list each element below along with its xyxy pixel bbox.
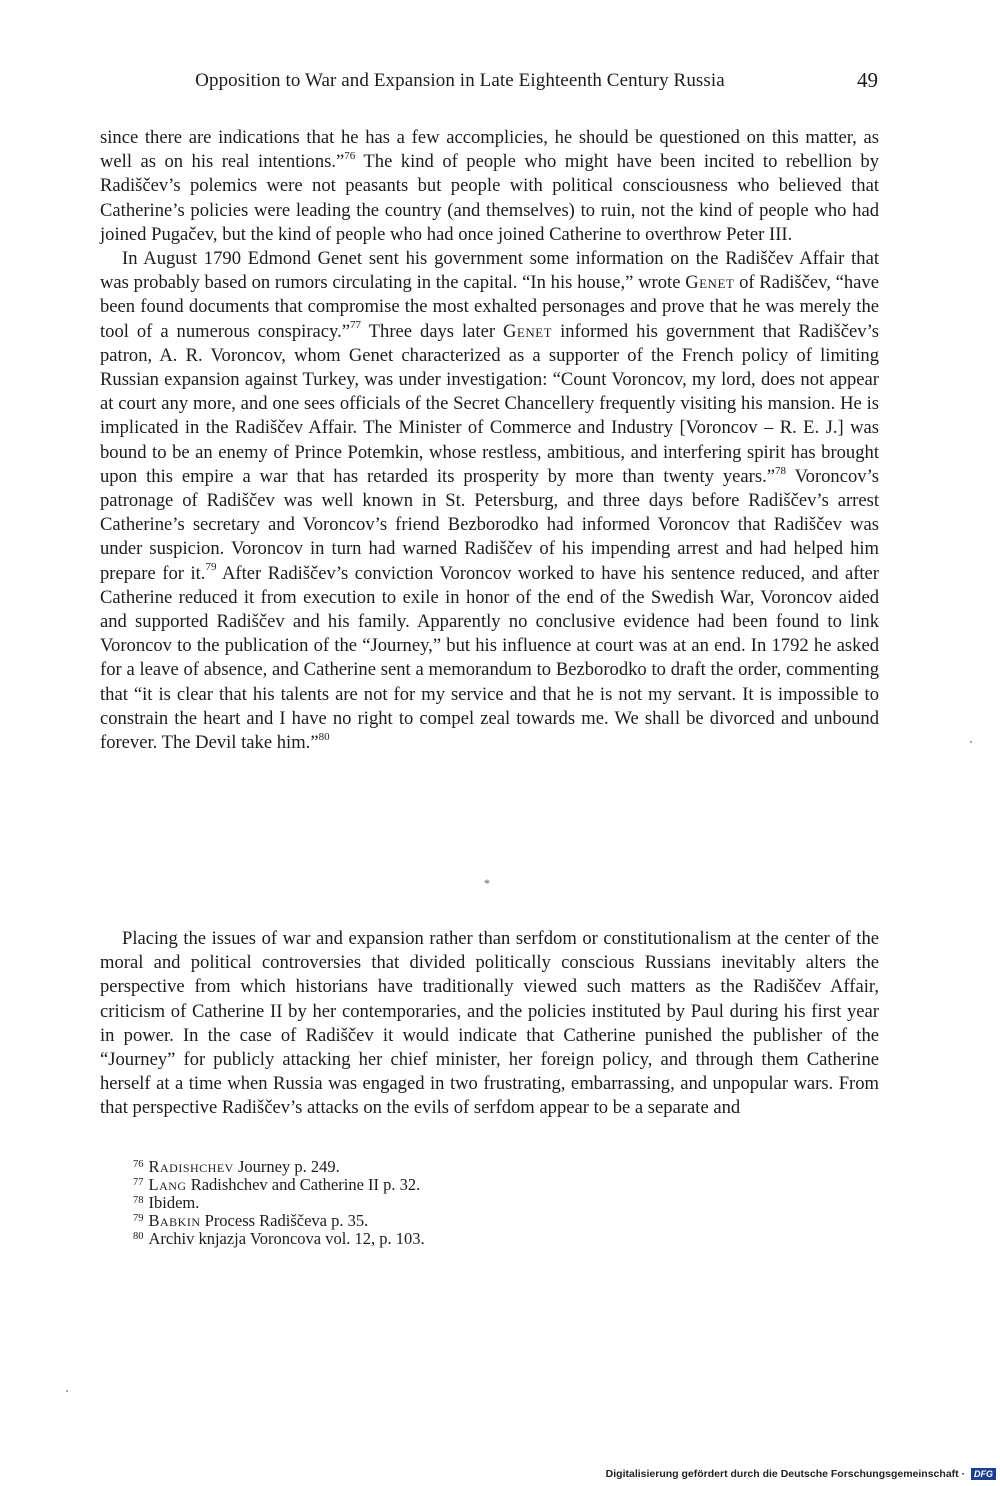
- footnote: [133, 1158, 633, 1176]
- section-separator: *: [484, 876, 490, 890]
- footnote-author: Lang: [148, 1175, 187, 1194]
- digitization-credit: Digitalisierung gefördert durch die Deutsche Forschungsgemeinschaft · DFG: [606, 1468, 996, 1480]
- footnote-text: Radishchev and Catherine II p. 32.: [190, 1175, 421, 1194]
- text-run: Voroncov’s patronage of Radiščev was well known in St. Petersburg, and three days before Radiščev’s arrest Catherine’s secretary and Voroncov’s friend Bezborodko had informed Voroncov that Radiščev was under suspicion. Voroncov in turn had warned Radiščev of his impending arrest and had helped him prepare for it.: [100, 465, 879, 584]
- author-name-smallcaps: Genet: [502, 320, 553, 342]
- scan-speck: [970, 741, 972, 743]
- text-run: Three days later: [361, 320, 503, 342]
- footnote-text: Ibidem.: [148, 1193, 200, 1212]
- text-run: of Radiščev, “have been found documents that compromise the most exhalted personages and prove that he was merely the tool of a numerous conspiracy.”: [100, 272, 879, 342]
- footnote-reference: 79: [205, 561, 217, 574]
- footnote-text: Archiv knjazja Voroncova vol. 12, p. 103.: [148, 1229, 425, 1248]
- text-run: In August 1790 Edmond Genet sent his government some information on the Radiščev Affair that was probably based on rumors circulating in the capital. “In his house,” wrote: [100, 248, 879, 294]
- footnote-number: 76: [133, 1159, 144, 1170]
- footnotes: [133, 1158, 633, 1248]
- footnote-reference: 77: [350, 319, 362, 332]
- footnote-reference: 76: [344, 150, 356, 163]
- footnote-reference: 78: [775, 464, 787, 477]
- text-run: The kind of people who might have been incited to rebellion by Radiščev’s polemics were not peasants but people with political consciousness who believed that Catherine’s policies were leading the country (and themselves) to ruin, not the kind of people who had joined Pugačev, but the kind of people who had once joined Catherine to overthrow Peter III.: [100, 151, 880, 245]
- scan-speck: [66, 1390, 68, 1392]
- footnote: [133, 1212, 633, 1230]
- footnote-author: Babkin: [148, 1211, 201, 1230]
- footnote-reference: 80: [318, 730, 330, 743]
- footnote-author: Radishchev: [148, 1157, 234, 1176]
- running-header: [100, 70, 880, 96]
- paragraph-3: Placing the issues of war and expansion rather than serfdom or constitutionalism at the center of the moral and political controversies that divided politically conscious Russians inevitably alters the perspective from which historians have traditionally viewed such matters as the Radiščev Affair, criticism of Catherine II by her contemporaries, and the policies instituted by Paul during his first year in power. In the case of Radiščev it would indicate that Catherine punished the publisher of the “Journey” for publicly attacking her chief minister, her foreign policy, and through them Catherine herself at a time when Russia was engaged in two frustrating, embarrassing, and unpopular wars. From that perspective Radiščev’s attacks on the evils of serfdom appear to be a separate and: [100, 928, 879, 1119]
- text-run: After Radiščev’s conviction Voroncov worked to have his sentence reduced, and after Catherine reduced it from execution to exile in honor of the end of the Swedish War, Voroncov aided and supported Radiščev and his family. Apparently no conclusive evidence had been found to link Voroncov to the publication of the “Journey,” but his influence at court was at an end. In 1792 he asked for a leave of absence, and Catherine sent a memorandum to Bezborodko to draft the order, commenting that “it is clear that his talents are not for my service and that he is not my servant. It is impossible to constrain the heart and I have no right to compel zeal towards me. We shall be divorced and unbound forever. The Devil take him.”: [100, 562, 880, 754]
- footnote-text: Journey p. 249.: [237, 1157, 340, 1176]
- footnote-text: Process Radiščeva p. 35.: [204, 1211, 369, 1230]
- dfg-logo: DFG: [971, 1468, 996, 1480]
- body-text-block-after-separator: [100, 927, 879, 1121]
- footnote: [133, 1194, 633, 1212]
- body-text-block: [100, 126, 879, 755]
- footnote-number: 77: [133, 1177, 144, 1188]
- paragraph-2: [100, 247, 879, 755]
- text-run: informed his government that Radiščev’s patron, A. R. Voroncov, whom Genet characterized as a supporter of the French policy of limiting Russian expansion against Turkey, was under investigation: “Count Voroncov, my lord, does not appear at court any more, and one sees officials of the Secret Chancellery frequently visiting his mansion. He is implicated in the Radiščev Affair. The Minister of Commerce and Industry [Voroncov – R. E. J.] was bound to be an enemy of Prince Potemkin, whose restless, ambitious, and interfering spirit has brought upon this empire a war that has retarded its prosperity by more than twenty years.”: [100, 320, 879, 487]
- running-header-title: Opposition to War and Expansion in Late Eighteenth Century Russia: [195, 70, 725, 91]
- paragraph-1: [100, 126, 879, 247]
- page-number: 49: [857, 68, 878, 92]
- footnote: [133, 1176, 633, 1194]
- author-name-smallcaps: Genet: [685, 272, 735, 294]
- footnote-number: 79: [133, 1213, 144, 1224]
- footnote: [133, 1230, 633, 1248]
- footnote-number: 80: [133, 1231, 144, 1242]
- footnote-number: 78: [133, 1195, 144, 1206]
- digitization-credit-text: Digitalisierung gefördert durch die Deutsche Forschungsgemeinschaft: [605, 1467, 959, 1480]
- text-run: since there are indications that he has a few accomplicies, he should be questioned on this matter, as well as on his real intentions.”: [100, 127, 879, 173]
